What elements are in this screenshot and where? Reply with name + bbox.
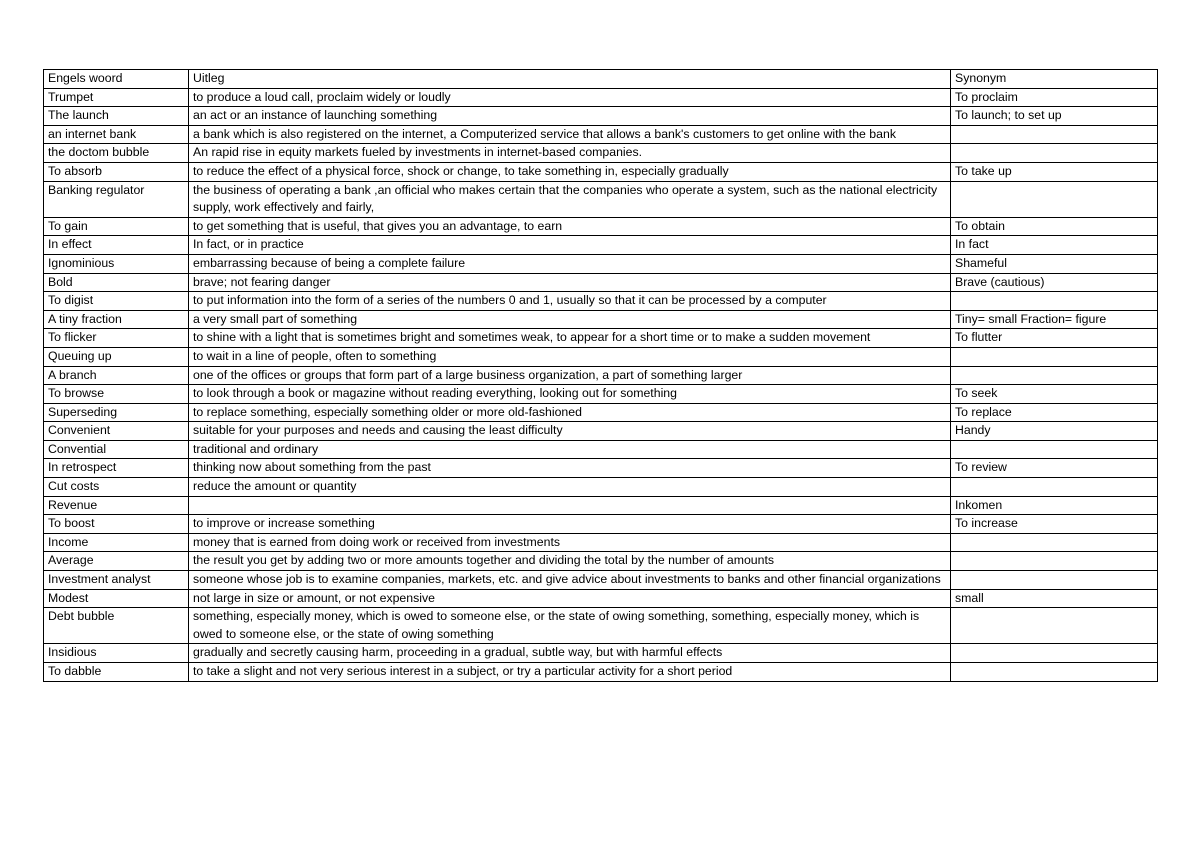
cell-uitleg: brave; not fearing danger	[189, 273, 951, 292]
table-row	[44, 533, 1158, 552]
cell-uitleg: to get something that is useful, that gives you an advantage, to earn	[189, 217, 951, 236]
cell-engels-woord: To boost	[44, 515, 189, 534]
table-row	[44, 385, 1158, 404]
cell-uitleg: to produce a loud call, proclaim widely or loudly	[189, 88, 951, 107]
cell-synonym	[951, 125, 1158, 144]
cell-synonym: To launch; to set up	[951, 107, 1158, 126]
header-row	[44, 70, 1158, 89]
cell-engels-woord: Ignominious	[44, 254, 189, 273]
cell-uitleg: traditional and ordinary	[189, 440, 951, 459]
table-row	[44, 440, 1158, 459]
cell-synonym: To proclaim	[951, 88, 1158, 107]
table-row	[44, 571, 1158, 590]
cell-uitleg: to put information into the form of a series of the numbers 0 and 1, usually so that it can be processed by a computer	[189, 292, 951, 311]
cell-engels-woord: Investment analyst	[44, 571, 189, 590]
cell-synonym	[951, 663, 1158, 682]
cell-engels-woord: To flicker	[44, 329, 189, 348]
cell-engels-woord: To gain	[44, 217, 189, 236]
cell-synonym: Brave (cautious)	[951, 273, 1158, 292]
cell-synonym: To review	[951, 459, 1158, 478]
cell-synonym	[951, 292, 1158, 311]
vocabulary-table	[43, 69, 1158, 682]
cell-uitleg: to take a slight and not very serious interest in a subject, or try a particular activity for a short period	[189, 663, 951, 682]
cell-engels-woord: Bold	[44, 273, 189, 292]
cell-synonym: To take up	[951, 162, 1158, 181]
cell-engels-woord: Income	[44, 533, 189, 552]
cell-engels-woord: an internet bank	[44, 125, 189, 144]
cell-uitleg: to replace something, especially something older or more old-fashioned	[189, 403, 951, 422]
cell-uitleg: to reduce the effect of a physical force, shock or change, to take something in, especially gradually	[189, 162, 951, 181]
cell-uitleg: gradually and secretly causing harm, proceeding in a gradual, subtle way, but with harmful effects	[189, 644, 951, 663]
table-row	[44, 644, 1158, 663]
cell-synonym	[951, 644, 1158, 663]
cell-uitleg: something, especially money, which is owed to someone else, or the state of owing something, something, especially money, which is owed to someone else, or the state of owing something	[189, 608, 951, 644]
cell-uitleg: to shine with a light that is sometimes bright and sometimes weak, to appear for a short time or to make a sudden movement	[189, 329, 951, 348]
cell-uitleg: thinking now about something from the past	[189, 459, 951, 478]
table-row	[44, 329, 1158, 348]
table-row	[44, 366, 1158, 385]
cell-uitleg: one of the offices or groups that form part of a large business organization, a part of something larger	[189, 366, 951, 385]
table-row	[44, 162, 1158, 181]
cell-synonym	[951, 533, 1158, 552]
cell-engels-woord: Revenue	[44, 496, 189, 515]
cell-synonym	[951, 181, 1158, 217]
cell-uitleg: to improve or increase something	[189, 515, 951, 534]
cell-synonym	[951, 571, 1158, 590]
header-uitleg: Uitleg	[189, 70, 951, 89]
cell-engels-woord: In effect	[44, 236, 189, 255]
cell-uitleg: an act or an instance of launching something	[189, 107, 951, 126]
cell-uitleg: someone whose job is to examine companies, markets, etc. and give advice about investments to banks and other financial organizations	[189, 571, 951, 590]
cell-engels-woord: A tiny fraction	[44, 310, 189, 329]
cell-engels-woord: To digist	[44, 292, 189, 311]
cell-uitleg: to wait in a line of people, often to something	[189, 347, 951, 366]
cell-uitleg: the business of operating a bank ,an official who makes certain that the companies who operate a system, such as the national electricity supply, work effectively and fairly,	[189, 181, 951, 217]
cell-synonym: small	[951, 589, 1158, 608]
table-row	[44, 422, 1158, 441]
table-row	[44, 608, 1158, 644]
cell-uitleg: embarrassing because of being a complete failure	[189, 254, 951, 273]
cell-synonym	[951, 440, 1158, 459]
cell-synonym: Handy	[951, 422, 1158, 441]
cell-uitleg: to look through a book or magazine without reading everything, looking out for something	[189, 385, 951, 404]
table-row	[44, 515, 1158, 534]
table-row	[44, 347, 1158, 366]
header-engels-woord: Engels woord	[44, 70, 189, 89]
table-row	[44, 292, 1158, 311]
cell-engels-woord: A branch	[44, 366, 189, 385]
table-row	[44, 552, 1158, 571]
cell-synonym: To increase	[951, 515, 1158, 534]
table-row	[44, 478, 1158, 497]
table-row	[44, 144, 1158, 163]
cell-synonym: In fact	[951, 236, 1158, 255]
cell-uitleg: the result you get by adding two or more amounts together and dividing the total by the number of amounts	[189, 552, 951, 571]
cell-uitleg: a very small part of something	[189, 310, 951, 329]
table-row	[44, 217, 1158, 236]
table-row	[44, 181, 1158, 217]
cell-uitleg: An rapid rise in equity markets fueled by investments in internet-based companies.	[189, 144, 951, 163]
table-row	[44, 125, 1158, 144]
cell-engels-woord: the doctom bubble	[44, 144, 189, 163]
table-row	[44, 459, 1158, 478]
table-row	[44, 496, 1158, 515]
cell-uitleg: suitable for your purposes and needs and causing the least difficulty	[189, 422, 951, 441]
cell-synonym	[951, 552, 1158, 571]
cell-synonym: Inkomen	[951, 496, 1158, 515]
cell-engels-woord: Cut costs	[44, 478, 189, 497]
cell-engels-woord: Convenient	[44, 422, 189, 441]
table-row	[44, 273, 1158, 292]
cell-synonym: Tiny= small Fraction= figure	[951, 310, 1158, 329]
cell-uitleg: reduce the amount or quantity	[189, 478, 951, 497]
table-row	[44, 310, 1158, 329]
cell-synonym	[951, 347, 1158, 366]
cell-engels-woord: Modest	[44, 589, 189, 608]
cell-engels-woord: In retrospect	[44, 459, 189, 478]
table-row	[44, 589, 1158, 608]
cell-synonym: To obtain	[951, 217, 1158, 236]
cell-uitleg: money that is earned from doing work or received from investments	[189, 533, 951, 552]
cell-uitleg: a bank which is also registered on the internet, a Computerized service that allows a bank's customers to get online with the bank	[189, 125, 951, 144]
cell-uitleg	[189, 496, 951, 515]
cell-engels-woord: Debt bubble	[44, 608, 189, 644]
table-row	[44, 403, 1158, 422]
cell-engels-woord: To browse	[44, 385, 189, 404]
cell-uitleg: In fact, or in practice	[189, 236, 951, 255]
cell-synonym	[951, 366, 1158, 385]
cell-engels-woord: The launch	[44, 107, 189, 126]
header-synonym: Synonym	[951, 70, 1158, 89]
cell-engels-woord: Convential	[44, 440, 189, 459]
cell-engels-woord: Queuing up	[44, 347, 189, 366]
cell-engels-woord: Banking regulator	[44, 181, 189, 217]
table-row	[44, 236, 1158, 255]
table-row	[44, 107, 1158, 126]
cell-synonym	[951, 144, 1158, 163]
table-row	[44, 88, 1158, 107]
table-row	[44, 254, 1158, 273]
cell-engels-woord: Trumpet	[44, 88, 189, 107]
cell-engels-woord: Insidious	[44, 644, 189, 663]
cell-synonym: To flutter	[951, 329, 1158, 348]
cell-synonym: To seek	[951, 385, 1158, 404]
cell-synonym	[951, 608, 1158, 644]
cell-synonym: To replace	[951, 403, 1158, 422]
cell-engels-woord: To absorb	[44, 162, 189, 181]
cell-synonym	[951, 478, 1158, 497]
cell-engels-woord: Superseding	[44, 403, 189, 422]
table-row	[44, 663, 1158, 682]
cell-engels-woord: To dabble	[44, 663, 189, 682]
cell-synonym: Shameful	[951, 254, 1158, 273]
cell-uitleg: not large in size or amount, or not expensive	[189, 589, 951, 608]
cell-engels-woord: Average	[44, 552, 189, 571]
vocabulary-table-body	[44, 70, 1158, 682]
